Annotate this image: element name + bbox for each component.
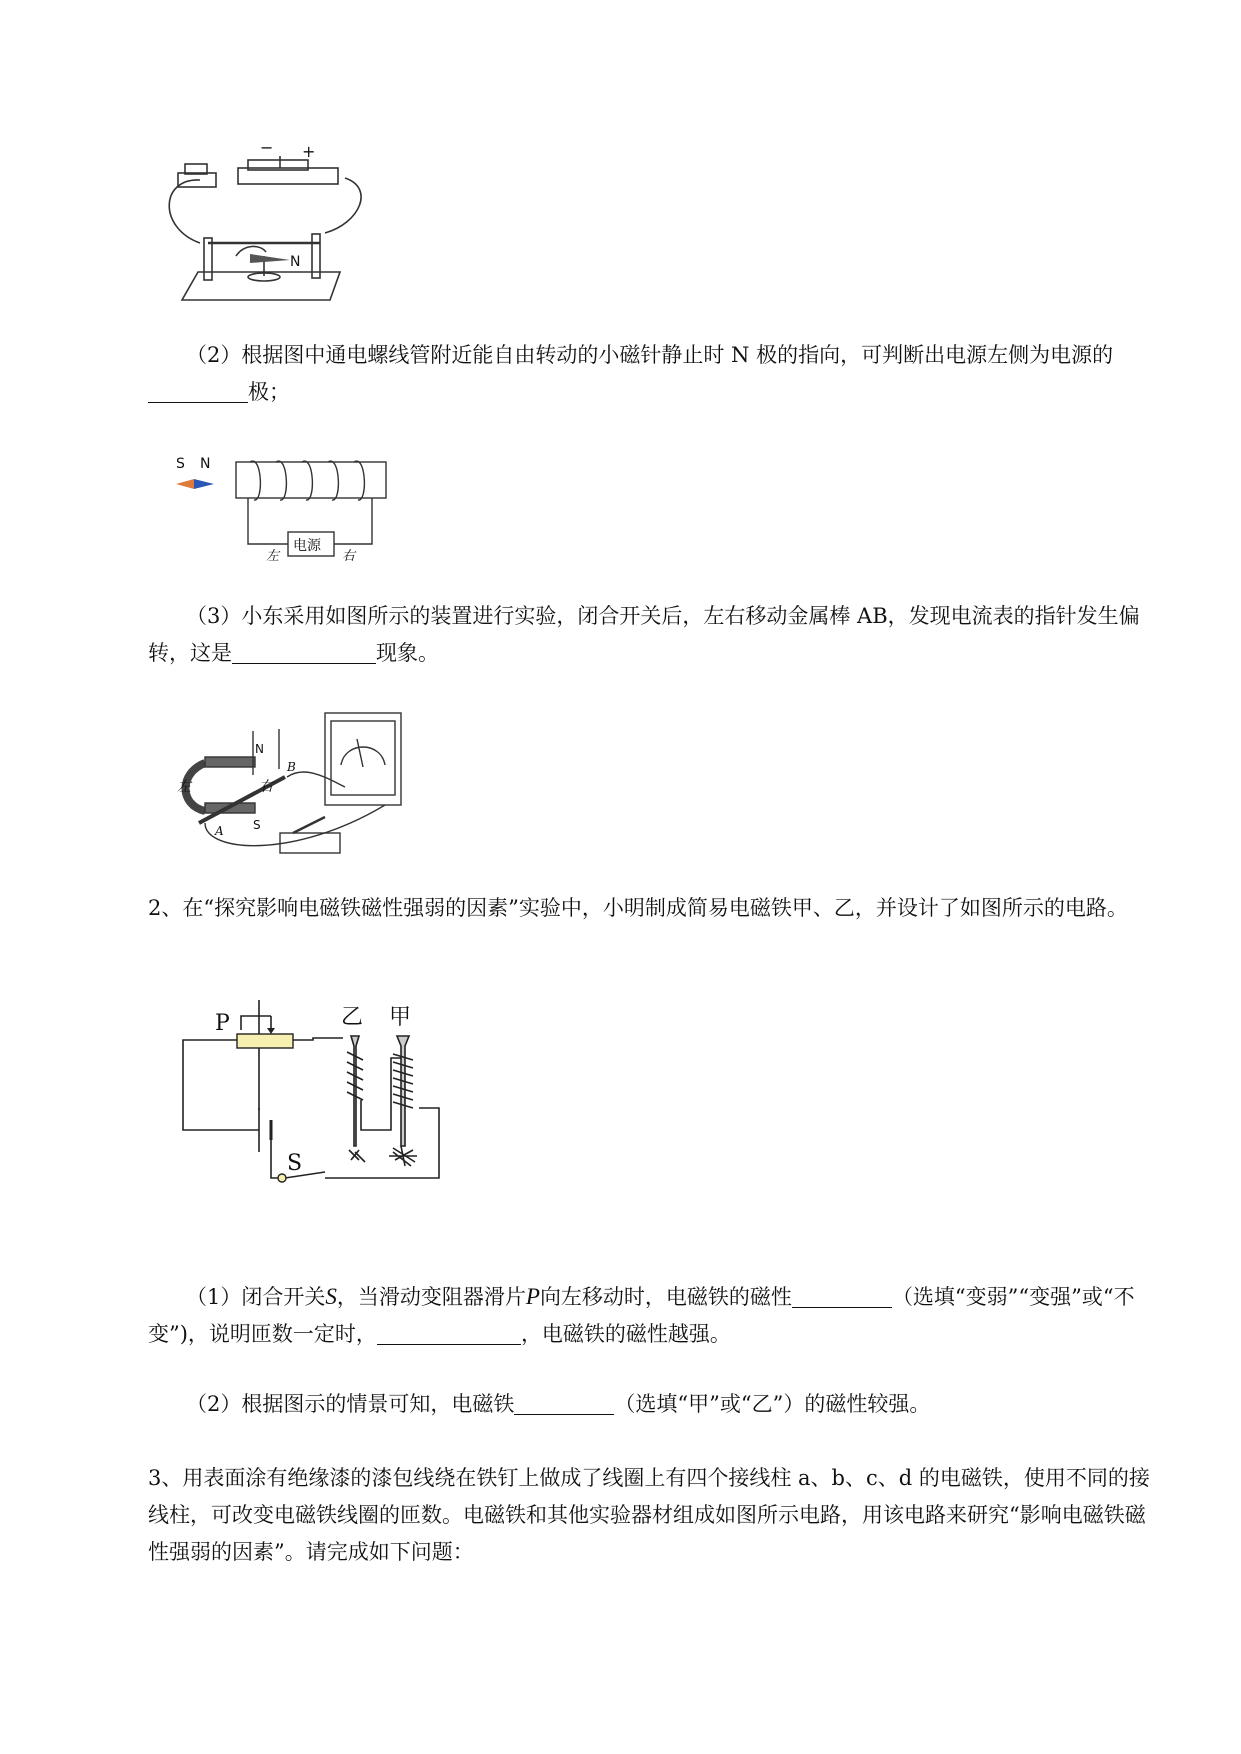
q1-part2-before: （2）根据图中通电螺线管附近能自由转动的小磁针静止时 N 极的指向，可判断出电源左侧为电源的 [186, 343, 1114, 367]
nail-jia-label: 甲 [389, 1005, 412, 1030]
induction-figure [175, 705, 410, 860]
q2-part1-b: ，当滑动变阻器滑片 [336, 1285, 526, 1309]
q2-part2-b: （选填“甲”或“乙”）的磁性较强。 [614, 1392, 931, 1416]
slider-p-label: P [215, 1011, 230, 1036]
oersted-apparatus-figure [160, 138, 370, 308]
needle-n-label: N [290, 254, 301, 270]
induction-right-label: 右 [259, 779, 273, 795]
rod-b-label: B [287, 760, 296, 774]
q2-part1-c: 向左移动时，电磁铁的磁性 [539, 1285, 792, 1309]
induction-left-label: 左 [177, 779, 191, 795]
compass-n-label: N [200, 456, 211, 472]
q1-part2-blank[interactable] [148, 380, 248, 403]
q3-stem: 3、用表面涂有绝缘漆的漆包线绕在铁钉上做成了线圈上有四个接线柱 a、b、c、d 的电磁铁，使用不同的接线柱，可改变电磁铁线圈的匝数。电磁铁和其他实验器材组成如图所示电路，用该电路来研究“影响电磁铁磁性强弱的因素”。请完成如下问题： [148, 1466, 1150, 1564]
q2-stem: 2、在“探究影响电磁铁磁性强弱的因素”实验中，小明制成简易电磁铁甲、乙，并设计了如图所示的电路。 [148, 896, 1128, 920]
magnet-s-label: S [253, 818, 261, 832]
minus-label: − [260, 138, 274, 157]
magnet-n-label: N [255, 742, 264, 756]
rod-a-label: A [215, 824, 224, 838]
q2-part2-a: （2）根据图示的情景可知，电磁铁 [186, 1392, 515, 1416]
q1-part2-text [148, 337, 1158, 411]
q2-part2-blank[interactable] [514, 1392, 614, 1415]
compass-s-label: S [176, 456, 185, 472]
q2-part1-a: （1）闭合开关 [186, 1285, 326, 1309]
q2-part2-text [148, 1386, 1158, 1423]
q1-part3-blank[interactable] [232, 641, 376, 664]
q1-part3-before: （3）小东采用如图所示的装置进行实验，闭合开关后，左右移动金属棒 AB，发现电流表的指针发生偏转，这是 [148, 604, 1140, 665]
q2-part1-blank2[interactable] [377, 1322, 521, 1345]
q2-var-s: S [325, 1284, 337, 1309]
right-label: 右 [342, 549, 356, 564]
q2-part1-e: ，电磁铁的磁性越强。 [520, 1322, 731, 1346]
left-label: 左 [266, 549, 280, 564]
q1-part3-text [148, 598, 1158, 672]
nail-yi-label: 乙 [341, 1005, 364, 1030]
plus-label: + [302, 142, 316, 161]
electromagnet-circuit-figure [175, 1000, 445, 1230]
q2-part1-blank1[interactable] [792, 1285, 892, 1308]
q2-var-p: P [525, 1284, 540, 1309]
q2-part1-d: （选填“变弱”“变强”或“不变”)，说明匝数一定时， [148, 1285, 1135, 1346]
q1-part3-after: 现象。 [376, 641, 439, 665]
power-source-label: 电源 [293, 538, 321, 554]
q2-part1-text [148, 1278, 1158, 1353]
solenoid-figure [172, 448, 392, 568]
q1-part2-after: 极； [248, 380, 290, 404]
switch-s-label: S [287, 1151, 303, 1176]
